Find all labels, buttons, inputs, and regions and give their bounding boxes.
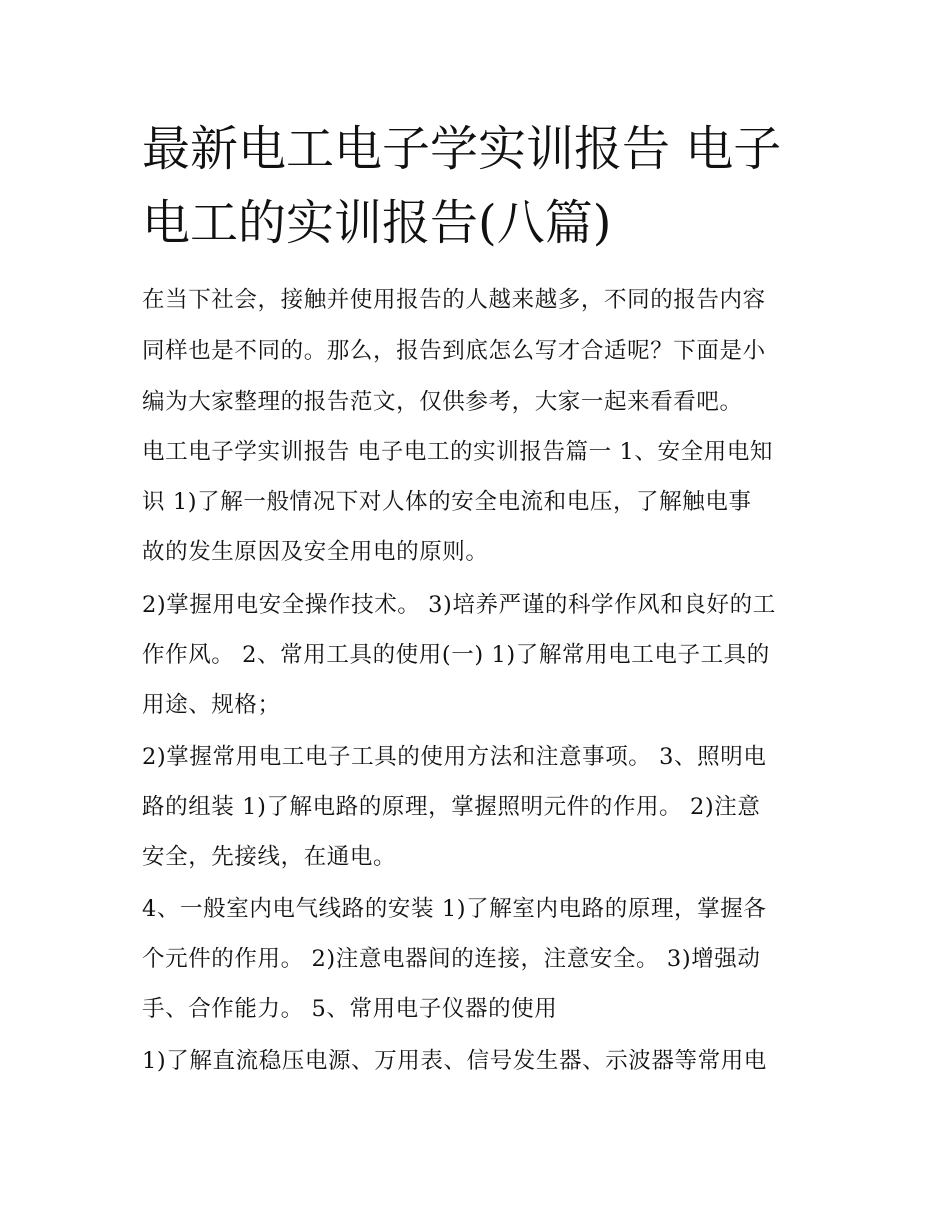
body-line: 编为大家整理的报告范文，仅供参考，大家一起来看看吧。 bbox=[142, 389, 743, 415]
body-line: 手、合作能力。 5、常用电子仪器的使用 bbox=[142, 996, 558, 1022]
body-line: 作作风。 2、常用工具的使用(一) 1)了解常用电工电子工具的 bbox=[142, 642, 770, 668]
body-line: 识 1)了解一般情况下对人体的安全电流和电压，了解触电事 bbox=[142, 489, 752, 515]
body-line: 同样也是不同的。那么，报告到底怎么写才合适呢？下面是小 bbox=[142, 338, 766, 364]
document-title bbox=[142, 112, 822, 260]
title-line-1: 最新电工电子学实训报告 电子 bbox=[142, 121, 782, 177]
title-line-2: 电工的实训报告(八篇) bbox=[142, 195, 612, 251]
body-line: 安全，先接线，在通电。 bbox=[142, 844, 397, 870]
body-line: 2)掌握常用电工电子工具的使用方法和注意事项。 3、照明电 bbox=[142, 744, 767, 770]
body-line: 在当下社会，接触并使用报告的人越来越多，不同的报告内容 bbox=[142, 287, 766, 313]
body-line: 用途、规格； bbox=[142, 692, 281, 718]
body-line: 故的发生原因及安全用电的原则。 bbox=[142, 539, 489, 565]
body-line: 个元件的作用。 2)注意电器间的连接，注意安全。 3)增强动 bbox=[142, 946, 761, 972]
body-line: 2)掌握用电安全操作技术。 3)培养严谨的科学作风和良好的工 bbox=[142, 592, 776, 618]
body-line: 路的组装 1)了解电路的原理，掌握照明元件的作用。 2)注意 bbox=[142, 794, 761, 820]
body-line: 电工电子学实训报告 电子电工的实训报告篇一 1、安全用电知 bbox=[142, 439, 774, 465]
body-line: 4、一般室内电气线路的安装 1)了解室内电路的原理，掌握各 bbox=[142, 896, 767, 922]
body-line: 1)了解直流稳压电源、万用表、信号发生器、示波器等常用电 bbox=[142, 1048, 767, 1074]
